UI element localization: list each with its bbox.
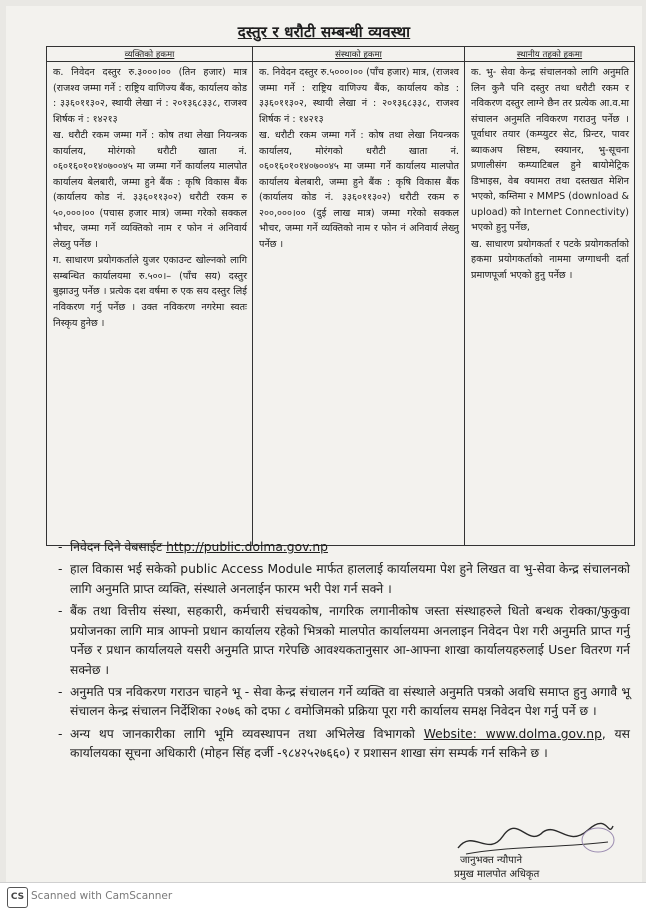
list-item: - निवेदन दिने वेबसाईट http://public.dolma.gov.np [58, 540, 328, 554]
signatory-name: जानुभक्त न्यौपाने [460, 855, 522, 866]
clause-individual-ga: ग. साधारण प्रयोगकर्ताले युजर एकाउन्ट खोल्नको लागि सम्बन्धित कार्यालयमा रु.५००।– (पाँच सय) दस्तुर बुझाउनु पर्नेछ । प्रत्येक दश वर्षमा रु एक सय दस्तुर लिई नविकरण गर्नु पर्नेछ । उक्त नविकरण नगरेमा स्वतः निस्कृय हुनेछ । [53, 255, 247, 329]
camscanner-logo-icon: CS [7, 887, 28, 908]
table-header-row [47, 47, 635, 62]
document-title: दस्तुर र धरौटी सम्बन्धी व्यवस्था [237, 23, 411, 41]
scanner-watermark: Scanned with CamScanner [31, 890, 173, 902]
department-website-link[interactable]: Website: www.dolma.gov.np [423, 726, 602, 741]
fees-table [46, 46, 635, 546]
cell-institution [253, 62, 465, 546]
clause-local-kha: ख. साधारण प्रयोगकर्ता र पटके प्रयोगकर्ताको हकमा प्रयोगकर्ताको नाममा जग्गाधनी दर्ता प्रमाणपूर्जा भएको हुनु पर्नेछ । [471, 238, 629, 281]
clause-individual-kha: ख. धरौटी रकम जम्मा गर्ने : कोष तथा लेखा नियन्त्रक कार्यालय, मोरंगको धरौटी खाता नं. ०६०१६०१०१४०७००४५ मा जम्मा गर्ने कार्यालय मालपोत कार्यालय बेलबारी, जम्मा हुने बैंक : कृषि विकास बैंक (कार्यालय कोड नं. ३३६०११३०२) धरौटी रकम रु ५०,०००।०० (पचास हजार मात्र) जम्मा गरेको सक्कल भौचर, जम्मा गर्ने व्यक्तिको नाम र फोन नं अनिवार्य लेख्नु पर्नेछ । [53, 130, 247, 250]
list-item: - हाल विकास भई सकेको public Access Module मार्फत हाललाई कार्यालयमा पेश हुने लिखत वा भु-सेवा केन्द्र संचालनको लागि अनुमति प्राप्त व्यक्ति, संस्थाले अनलाईन फारम भरी पेश गर्न सक्ने । [58, 562, 630, 596]
list-item: - अन्य थप जानकारीका लागि भूमि व्यवस्थापन तथा अभिलेख विभागको Website: www.dolma.gov.np, यस कार्यालयका सूचना अधिकारी (मोहन सिंह दर्जी -९८४२५२७६६०) र प्रशासन शाखा संग सम्पर्क गर्न सकिने छ । [58, 726, 630, 761]
header-institution: संस्थाको हकमा [253, 47, 465, 62]
scanner-footer [0, 882, 646, 911]
website-link[interactable]: http://public.dolma.gov.np [166, 540, 328, 554]
clause-individual-ka: क. निवेदन दस्तुर रु.३०००।०० (तिन हजार) मात्र (राजश्व जम्मा गर्ने : राष्ट्रिय वाणिज्य बैंक, कार्यालय कोड : ३३६०११३०२, स्थायी लेखा नं : २०१३६८३३८, राजश्व शिर्षक नं : १४२१३ [53, 67, 247, 125]
table-row [47, 62, 635, 546]
clause-local-ka: क. भु- सेवा केन्द्र संचालनको लागि अनुमति लिन कुनै पनि दस्तुर तथा धरौटी रकम र नविकरण दस्तुर लाग्ने छैन तर प्रत्येक आ.व.मा संचालन अनुमति नविकरण गराउनु पर्नेछ । पूर्वाधार तयार (कम्प्युटर सेट, प्रिन्टर, पावर ब्याकअप सिष्टम, स्क्यानर, भु-सूचना प्रणालीसंग कम्प्याटिबल हुने बायोमेट्रिक डिभाइस, वेब क्यामरा तथा दस्तखत मेशिन भएको, कम्तिमा २ MMPS (download & upload) को Internet Connectivity) भएको हुनु पर्नेछ, [471, 67, 629, 234]
cell-individual [47, 62, 253, 546]
clause-institution-ka: क. निवेदन दस्तुर रु.५०००।०० (पाँच हजार) मात्र, (राजश्व जम्मा गर्ने : राष्ट्रिय वाणिज्य बैंक, कार्यालय कोड : ३३६०११३०२, स्थायी लेखा नं : २०१३६८३३८, राजश्व शिर्षक नं : १४२१३ [259, 67, 459, 125]
list-item: - बैंक तथा वित्तीय संस्था, सहकारी, कर्मचारी संचयकोष, नागरिक लगानीकोष जस्ता संस्थाहरुले धितो बन्धक रोक्का/फुकुवा प्रयोजनका लागि मात्र आफ्नो प्रधान कार्यालय रहेको भित्रको मालपोत कार्यालयमा अनलाइन निवेदन पेश गरी अनुमति प्राप्त गर्नु पर्नेछ र प्रधान कार्यालयले यसरी अनुमति प्राप्त गरेपछि आवश्यकतानुसार आ-आफ्ना शाखा कार्यालयहरुलाई User वितरण गर्न सक्नेछ । [58, 604, 630, 677]
cell-local-level [465, 62, 635, 546]
clause-institution-kha: ख. धरौटी रकम जम्मा गर्ने : कोष तथा लेखा नियन्त्रक कार्यालय, मोरंगको धरौटी खाता नं. ०६०१६०१०१४०७००४५ मा जम्मा गर्ने कार्यालय मालपोत कार्यालय बेलबारी, जम्मा हुने बैंक : कृषि विकास बैंक (कार्यालय कोड नं. ३३६०११३०२) धरौटी रकम रु २००,०००।०० (दुई लाख मात्र) जम्मा गरेको सक्कल भौचर, जम्मा गर्ने व्यक्तिको नाम र फोन नं अनिवार्य लेख्नु पर्नेछ । [259, 130, 459, 250]
header-local-level: स्थानीय तहको हकमा [465, 47, 635, 62]
header-individual: व्यक्तिको हकमा [47, 47, 253, 62]
list-item: - अनुमति पत्र नविकरण गराउन चाहने भू - सेवा केन्द्र संचालन गर्ने व्यक्ति वा संस्थाले अनुमति पत्रको अवधि समाप्त हुनु अगावै भू संचालन केन्द्र संचालन निर्देशिका २०७६ को दफा ८ वमोजिमको प्रक्रिया पूरा गरी कार्यालय समक्ष निवेदन पेश गर्नु पर्ने छ । [58, 684, 630, 719]
signatory-title: प्रमुख मालपोत अधिकृत [454, 869, 540, 880]
notes-list [58, 538, 630, 767]
document-page [6, 6, 642, 882]
